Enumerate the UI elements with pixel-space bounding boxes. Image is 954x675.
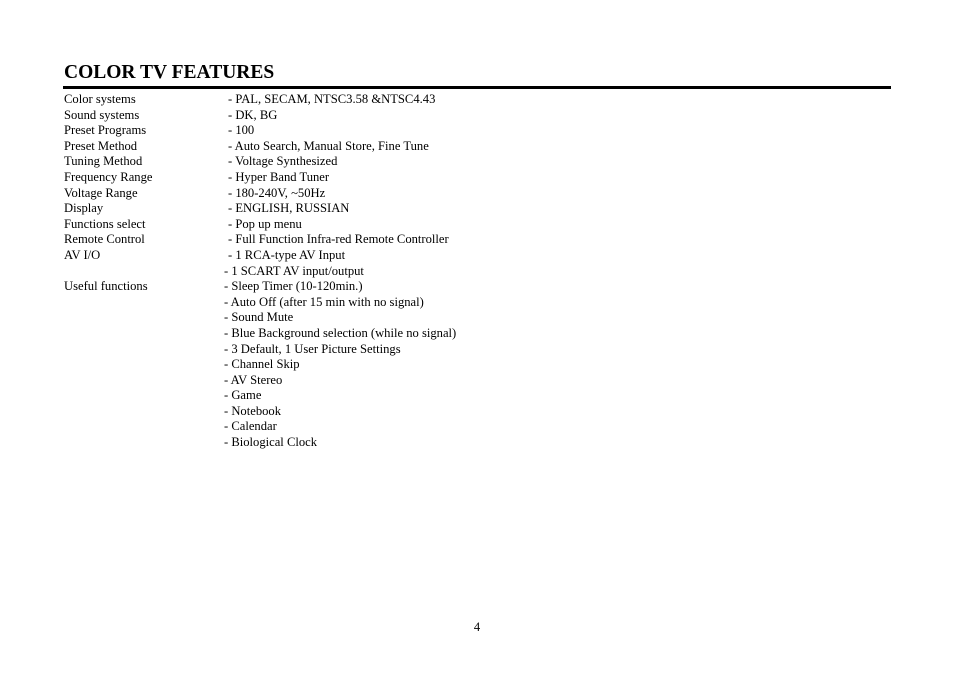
page-number: 4 xyxy=(473,620,481,634)
feature-value: - Channel Skip xyxy=(224,357,300,372)
feature-row xyxy=(64,123,764,139)
feature-row xyxy=(64,342,764,358)
feature-row xyxy=(64,295,764,311)
feature-label: Preset Programs xyxy=(64,123,147,138)
feature-row xyxy=(64,373,764,389)
feature-value: - Full Function Infra-red Remote Controller xyxy=(228,232,449,247)
feature-row xyxy=(64,201,764,217)
feature-label: Preset Method xyxy=(64,138,138,153)
page-title: COLOR TV FEATURES xyxy=(64,62,275,83)
feature-row xyxy=(64,170,764,186)
feature-row xyxy=(64,435,764,451)
feature-value: - ENGLISH, RUSSIAN xyxy=(228,201,350,216)
feature-value: - Sound Mute xyxy=(224,310,294,325)
feature-row xyxy=(64,404,764,420)
feature-value: - Notebook xyxy=(224,403,282,418)
feature-label: Tuning Method xyxy=(64,154,143,169)
feature-value: - Hyper Band Tuner xyxy=(228,169,330,184)
feature-row xyxy=(64,326,764,342)
title-rule xyxy=(63,86,891,89)
feature-value: - Biological Clock xyxy=(224,435,318,450)
feature-value: - Sleep Timer (10-120min.) xyxy=(224,279,363,294)
feature-row xyxy=(64,232,764,248)
feature-value: - Auto Search, Manual Store, Fine Tune xyxy=(228,138,429,153)
feature-label: Remote Control xyxy=(64,232,145,247)
feature-label: Useful functions xyxy=(64,279,148,294)
feature-value: - Game xyxy=(224,388,262,403)
features-list xyxy=(64,92,764,451)
feature-value: - DK, BG xyxy=(228,107,278,122)
feature-row xyxy=(64,279,764,295)
feature-value: - 100 xyxy=(228,123,255,138)
feature-row xyxy=(64,357,764,373)
feature-value: - Voltage Synthesized xyxy=(228,154,338,169)
feature-label: AV I/O xyxy=(64,247,101,262)
feature-label: Color systems xyxy=(64,92,136,106)
feature-row xyxy=(64,217,764,233)
feature-value: - Blue Background selection (while no signal) xyxy=(224,325,457,340)
feature-value: - 1 SCART AV input/output xyxy=(224,263,364,278)
feature-value: - 1 RCA-type AV Input xyxy=(228,247,346,262)
feature-row xyxy=(64,139,764,155)
feature-row xyxy=(64,248,764,264)
feature-value: - Pop up menu xyxy=(228,216,302,231)
feature-label: Sound systems xyxy=(64,107,140,122)
feature-row xyxy=(64,264,764,280)
feature-label: Voltage Range xyxy=(64,185,138,200)
feature-value: - AV Stereo xyxy=(224,372,283,387)
feature-row xyxy=(64,419,764,435)
feature-row xyxy=(64,310,764,326)
feature-label: Frequency Range xyxy=(64,169,153,184)
feature-value: - PAL, SECAM, NTSC3.58 &NTSC4.43 xyxy=(228,92,436,106)
feature-value: - 3 Default, 1 User Picture Settings xyxy=(224,341,401,356)
feature-row xyxy=(64,108,764,124)
feature-label: Display xyxy=(64,201,104,216)
feature-value: - 180-240V, ~50Hz xyxy=(228,185,326,200)
feature-row xyxy=(64,388,764,404)
feature-value: - Auto Off (after 15 min with no signal) xyxy=(224,294,424,309)
feature-row xyxy=(64,154,764,170)
feature-row xyxy=(64,92,764,108)
feature-row xyxy=(64,186,764,202)
feature-label: Functions select xyxy=(64,216,146,231)
feature-value: - Calendar xyxy=(224,419,277,434)
